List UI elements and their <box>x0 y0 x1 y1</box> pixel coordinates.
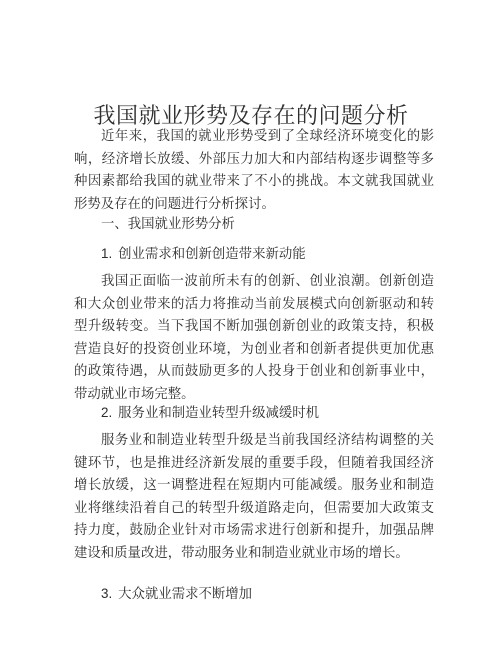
subsection-heading-2 <box>101 402 441 425</box>
intro-paragraph: 近年来，我国的就业形势受到了全球经济环境变化的影响，经济增长放缓、外部压力加大和内部结构逐步调整等多种因素都给我国的就业带来了不小的挑战。本文就我国就业形势及存在的问题进行分析探讨。 <box>74 129 434 212</box>
section-heading: 一、我国就业形势分析 <box>101 217 235 232</box>
subsection-body-1: 我国正面临一波前所未有的创新、创业浪潮。创新创造和大众创业带来的活力将推动当前发展模式向创新驱动和转型升级转变。当下我国不断加强创新创业的政策支持，积极营造良好的投资创业环境，为创业者和创新者提供更加优惠的政策待遇，从而鼓励更多的人投身于创业和创新事业中，带动就业市场完整。 <box>74 274 434 402</box>
subsection-heading-3 <box>101 583 441 606</box>
subsection-body-2: 服务业和制造业转型升级是当前我国经济结构调整的关键环节，也是推进经济新发展的重要手段，但随着我国经济增长放缓，这一调整进程在短期内可能减缓。服务业和制造业将继续沿着自己的转型升级道路走向，但需要加大政策支持力度，鼓励企业针对市场需求进行创新和提升，加强品牌建设和质量改进，带动服务业和制造业就业市场的增长。 <box>74 433 434 561</box>
document-title: 我国就业形势及存在的问题分析 <box>93 103 409 129</box>
subsection-number: 1. <box>101 246 113 261</box>
subsection-heading-text: 创业需求和创新创造带来新动能 <box>118 247 306 262</box>
subsection-number: 2. <box>101 405 113 420</box>
subsection-heading-1 <box>101 243 441 266</box>
subsection-number: 3. <box>101 586 113 601</box>
subsection-heading-text: 服务业和制造业转型升级减缓时机 <box>118 406 320 421</box>
subsection-heading-text: 大众就业需求不断增加 <box>118 587 253 602</box>
